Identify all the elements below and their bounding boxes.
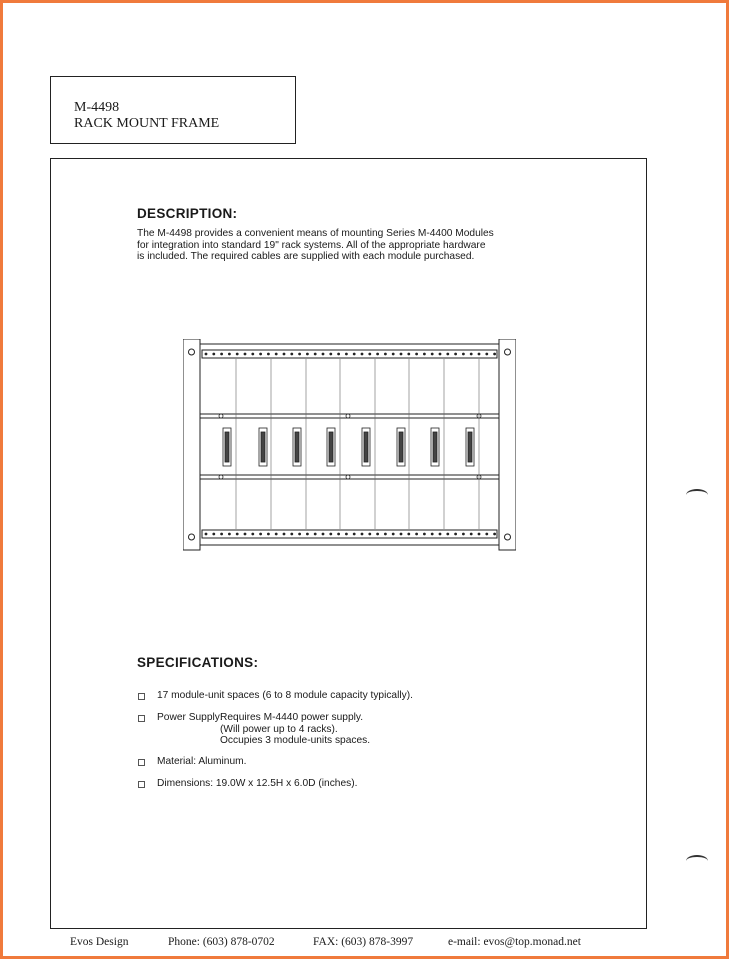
rail-hole [283, 353, 286, 356]
description-heading: DESCRIPTION: [137, 206, 238, 221]
rail-hole [322, 533, 325, 536]
rail-hole [298, 353, 301, 356]
description-line: for integration into standard 19" rack systems. All of the appropriate hardware [137, 239, 486, 251]
rail-hole [251, 533, 254, 536]
rail-hole [259, 353, 262, 356]
rail-hole [446, 353, 449, 356]
rail-hole [212, 353, 215, 356]
bullet-box-icon [138, 693, 145, 700]
rail-hole [470, 353, 473, 356]
connector [327, 428, 335, 466]
rail-hole [462, 533, 465, 536]
footer-company: Evos Design [70, 936, 129, 948]
description-line: The M-4498 provides a convenient means of mounting Series M-4400 Modules [137, 228, 494, 239]
description-text [137, 228, 577, 263]
rail-hole [353, 353, 356, 356]
product-title: RACK MOUNT FRAME [74, 116, 220, 131]
rail-hole [353, 533, 356, 536]
rail-hole [493, 353, 496, 356]
rail-hole [392, 353, 395, 356]
rail-hole [267, 353, 270, 356]
rail-hole [454, 353, 457, 356]
connector [431, 428, 439, 466]
rail-hole [415, 533, 418, 536]
spec-text: Dimensions: 19.0W x 12.5H x 6.0D (inches). [157, 778, 358, 789]
footer-fax: FAX: (603) 878-3997 [313, 936, 414, 948]
power-supply-line: Occupies 3 module-units spaces. [220, 735, 371, 746]
rail-hole [244, 353, 247, 356]
rail-hole [345, 353, 348, 356]
rail-hole [478, 533, 481, 536]
rail-hole [337, 533, 340, 536]
rail-hole [267, 533, 270, 536]
rail-hole [392, 533, 395, 536]
rail-hole [485, 533, 488, 536]
spec-text: Material: Aluminum. [157, 756, 247, 767]
power-supply-line: (Will power up to 4 racks). [220, 723, 338, 735]
rail-hole [478, 353, 481, 356]
slot-dividers [236, 359, 479, 529]
rail-hole [228, 353, 231, 356]
connector [362, 428, 370, 466]
bullet-box-icon [138, 715, 145, 722]
rail-hole [361, 533, 364, 536]
rail-hole [329, 353, 332, 356]
frame-body [200, 344, 499, 545]
connector [293, 428, 301, 466]
rail-hole [259, 533, 262, 536]
rail-hole [454, 533, 457, 536]
rail-hole [345, 533, 348, 536]
specifications-heading: SPECIFICATIONS: [137, 655, 259, 670]
connector [259, 428, 267, 466]
hole-punch-mark [686, 489, 708, 501]
rail-hole [407, 353, 410, 356]
rail-hole [368, 353, 371, 356]
rail-hole [275, 533, 278, 536]
connector [223, 428, 231, 466]
model-number: M-4498 [74, 100, 120, 115]
description-line: is included. The required cables are supplied with each module purchased. [137, 251, 475, 262]
rail-hole [485, 353, 488, 356]
rail-hole [376, 533, 379, 536]
content-box [50, 158, 647, 929]
rail-hole [446, 533, 449, 536]
spec-text: 17 module-unit spaces (6 to 8 module capacity typically). [157, 690, 413, 701]
rail-hole [470, 533, 473, 536]
connector [466, 428, 474, 466]
rail-hole [368, 533, 371, 536]
connector [397, 428, 405, 466]
footer-phone: Phone: (603) 878-0702 [168, 936, 275, 948]
right-rack-ear [499, 339, 516, 550]
rail-hole [439, 533, 442, 536]
rail-hole [431, 533, 434, 536]
rail-hole [400, 353, 403, 356]
rail-hole [283, 533, 286, 536]
module-connectors [223, 428, 474, 466]
rail-hole [322, 353, 325, 356]
rail-hole [423, 533, 426, 536]
bullet-box-icon [138, 781, 145, 788]
rail-hole [236, 353, 239, 356]
rail-hole [415, 353, 418, 356]
rail-hole [329, 533, 332, 536]
rack-frame-diagram [183, 339, 516, 552]
rail-hole [314, 533, 317, 536]
rail-hole [290, 353, 293, 356]
rail-hole [493, 533, 496, 536]
rail-hole [361, 353, 364, 356]
rail-holes [205, 353, 496, 536]
rail-hole [205, 533, 208, 536]
rail-hole [236, 533, 239, 536]
rail-hole [298, 533, 301, 536]
rail-hole [205, 353, 208, 356]
rail-hole [212, 533, 215, 536]
rail-hole [228, 533, 231, 536]
hole-punch-mark [686, 855, 708, 867]
power-supply-line: Requires M-4440 power supply. [220, 712, 364, 723]
rail-hole [439, 353, 442, 356]
power-supply-label: Power Supply: [157, 712, 223, 723]
rail-hole [290, 533, 293, 536]
rail-hole [220, 533, 223, 536]
rail-hole [251, 353, 254, 356]
rail-hole [407, 533, 410, 536]
rail-hole [306, 533, 309, 536]
rail-hole [337, 353, 340, 356]
footer-email: e-mail: evos@top.monad.net [448, 936, 581, 948]
left-rack-ear [183, 339, 200, 550]
rail-hole [431, 353, 434, 356]
rail-hole [220, 353, 223, 356]
title-box [50, 76, 296, 144]
rail-hole [244, 533, 247, 536]
rail-hole [384, 353, 387, 356]
rail-hole [384, 533, 387, 536]
rail-hole [400, 533, 403, 536]
rail-hole [314, 353, 317, 356]
rail-hole [423, 353, 426, 356]
rail-hole [275, 353, 278, 356]
rail-hole [306, 353, 309, 356]
rail-hole [376, 353, 379, 356]
rail-hole [462, 353, 465, 356]
bullet-box-icon [138, 759, 145, 766]
power-supply-details [220, 712, 370, 747]
